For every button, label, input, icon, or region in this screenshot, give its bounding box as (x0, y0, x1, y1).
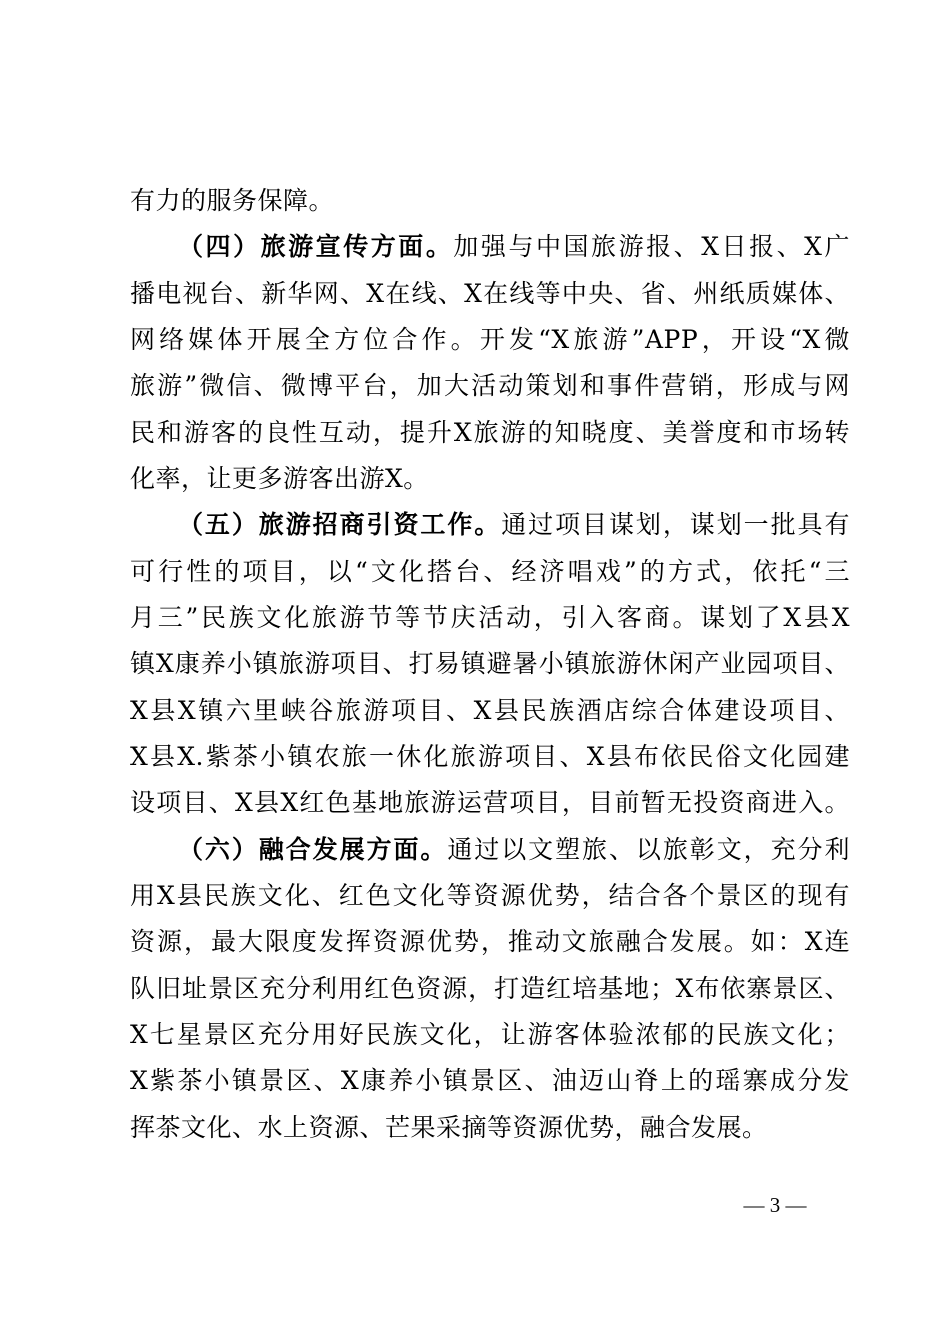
text-line: X县X.紫茶小镇农旅一休化旅游项目、X县布依民俗文化园建 (130, 742, 850, 771)
text-line: 月三”民族文化旅游节等节庆活动，引入客商。谋划了X县X (130, 603, 850, 632)
page-number: — 3 — (743, 1193, 807, 1217)
text-line: 资源，最大限度发挥资源优势，推动文旅融合发展。如：X连 (130, 927, 850, 956)
text-line: X七星景区充分用好民族文化，让游客体验浓郁的民族文化； (130, 1020, 850, 1049)
text-line: 化率，让更多游客出游X。 (130, 464, 429, 493)
text-line: 通过以文塑旅、以旅彰文，充分利 (447, 835, 850, 864)
section-heading: （五）旅游招商引资工作。 (178, 510, 502, 539)
section-five-first-line (178, 505, 850, 545)
text-line: 镇X康养小镇旅游项目、打易镇避暑小镇旅游休闲产业园项目、 (130, 649, 850, 678)
text-line: 队旧址景区充分利用红色资源，打造红培基地；X布依寨景区、 (130, 974, 850, 1003)
section-heading: （六）融合发展方面。 (178, 835, 448, 864)
section-six-first-line (178, 830, 850, 870)
text-line: 设项目、X县X红色基地旅游运营项目，目前暂无投资商进入。 (130, 788, 850, 817)
text-line: X县X镇六里峡谷旅游项目、X县民族酒店综合体建设项目、 (130, 696, 850, 725)
text-line: 可行性的项目，以“文化搭台、经济唱戏”的方式，依托“三 (130, 557, 850, 586)
text-line: 民和游客的良性互动，提升X旅游的知晓度、美誉度和市场转 (130, 418, 850, 447)
text-line: X紫茶小镇景区、X康养小镇景区、油迈山脊上的瑶寨成分发 (130, 1066, 850, 1095)
section-heading: （四）旅游宣传方面。 (178, 232, 454, 261)
text-line: 播电视台、新华网、X在线、X在线等中央、省、州纸质媒体、 (130, 279, 850, 308)
text-line: 网络媒体开展全方位合作。开发“X旅游”APP，开设“X微 (130, 325, 850, 354)
text-line: 挥茶文化、水上资源、芒果采摘等资源优势，融合发展。 (130, 1113, 768, 1142)
text-line: 加强与中国旅游报、X日报、X广 (453, 232, 850, 261)
text-line: 通过项目谋划，谋划一批具有 (501, 510, 850, 539)
text-line: 用X县民族文化、红色文化等资源优势，结合各个景区的现有 (130, 881, 850, 910)
section-four-first-line (178, 227, 850, 267)
text-line: 旅游”微信、微博平台，加大活动策划和事件营销，形成与网 (130, 371, 850, 400)
text-line: 有力的服务保障。 (130, 186, 335, 215)
